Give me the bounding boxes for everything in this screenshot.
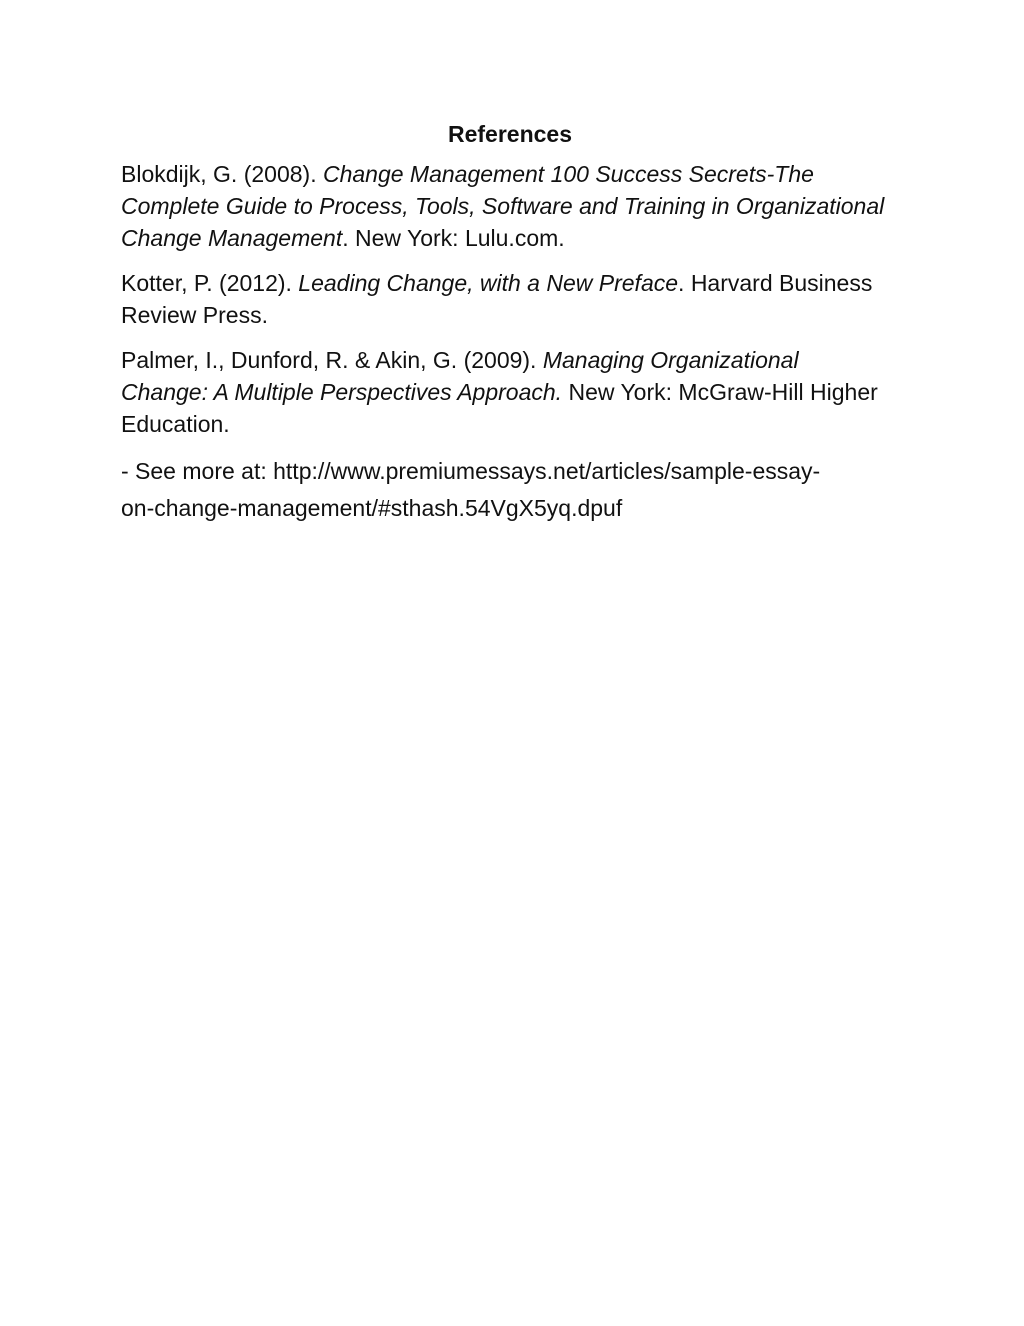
reference-author-year: Blokdijk, G. (2008). xyxy=(121,161,323,187)
references-heading: References xyxy=(447,121,573,147)
reference-entry xyxy=(121,344,891,440)
reference-author-year: Palmer, I., Dunford, R. & Akin, G. (2009). xyxy=(121,347,543,373)
see-more-link[interactable] xyxy=(121,453,891,527)
references-section xyxy=(121,118,891,527)
reference-publisher: New York: McGraw-Hill Higher Education. xyxy=(121,379,878,437)
reference-entry xyxy=(121,158,891,254)
see-more-line-2: on-change-management/#sthash.54VgX5yq.dpuf xyxy=(121,495,623,521)
see-more-line-1: - See more at: http://www.premiumessays.net/articles/sample-essay- xyxy=(121,458,821,484)
reference-title: Leading Change, with a New Preface xyxy=(298,270,679,296)
reference-title: Managing Organizational Change: A Multiple Perspectives Approach. xyxy=(121,347,799,405)
reference-author-year: Kotter, P. (2012). xyxy=(121,270,299,296)
reference-publisher: . New York: Lulu.com. xyxy=(342,225,565,251)
reference-title: Change Management 100 Success Secrets-The Complete Guide to Process, Tools, Software and Training in Organizational Change Management xyxy=(121,161,885,251)
reference-publisher: . Harvard Business Review Press. xyxy=(121,270,873,328)
reference-entry xyxy=(121,267,891,331)
